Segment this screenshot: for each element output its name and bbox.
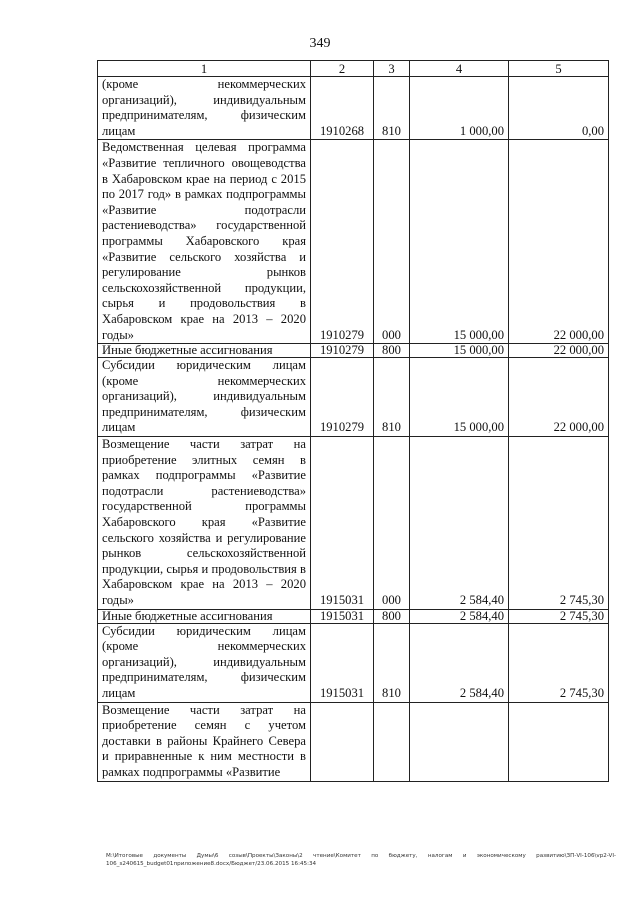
table-row bbox=[98, 358, 609, 437]
expense-type: 000 bbox=[374, 140, 410, 344]
item-name: Субсидии юридическим лицам (кроме некоммерческих организаций), индивидуальным предпринимателям, физическим лицам bbox=[98, 623, 311, 702]
amount-year-1: 15 000,00 bbox=[410, 140, 509, 344]
target-code: 1915031 bbox=[311, 609, 374, 623]
item-name: Возмещение части затрат на приобретение семян с учетом доставки в районы Крайнего Севера и приравненные к ним местности в рамках подпрограммы «Развитие bbox=[98, 702, 311, 781]
amount-year-2: 22 000,00 bbox=[509, 358, 609, 437]
column-header: 2 bbox=[311, 61, 374, 77]
amount-year-2: 22 000,00 bbox=[509, 140, 609, 344]
expense-type: 800 bbox=[374, 609, 410, 623]
amount-year-2: 2 745,30 bbox=[509, 623, 609, 702]
amount-year-1: 1 000,00 bbox=[410, 77, 509, 140]
amount-year-1: 15 000,00 bbox=[410, 344, 509, 358]
expense-type: 000 bbox=[374, 437, 410, 610]
column-header: 4 bbox=[410, 61, 509, 77]
expense-type bbox=[374, 702, 410, 781]
amount-year-2: 2 745,30 bbox=[509, 437, 609, 610]
table-header-row bbox=[98, 61, 609, 77]
amount-year-1: 15 000,00 bbox=[410, 358, 509, 437]
expense-type: 810 bbox=[374, 623, 410, 702]
amount-year-2: 2 745,30 bbox=[509, 609, 609, 623]
amount-year-2: 0,00 bbox=[509, 77, 609, 140]
amount-year-2: 22 000,00 bbox=[509, 344, 609, 358]
table-row bbox=[98, 344, 609, 358]
target-code: 1910279 bbox=[311, 344, 374, 358]
table-row bbox=[98, 77, 609, 140]
item-name: Иные бюджетные ассигнования bbox=[98, 609, 311, 623]
amount-year-1: 2 584,40 bbox=[410, 623, 509, 702]
table-row bbox=[98, 140, 609, 344]
amount-year-1: 2 584,40 bbox=[410, 609, 509, 623]
table-row bbox=[98, 437, 609, 610]
document-file-path: M:\Итоговые документы Думы\6 созыв\Проекты\Законы\2 чтение\Комитет по бюджету, налогам и экономическому развитию\ЗП-VI-106\vp2-VI-106_s240615_budget01приложение8.docx/Бюджет/23.06.2015 16:45:34 bbox=[106, 853, 616, 867]
target-code: 1910279 bbox=[311, 140, 374, 344]
amount-year-2 bbox=[509, 702, 609, 781]
target-code bbox=[311, 702, 374, 781]
item-name: Ведомственная целевая программа «Развитие тепличного овощеводства в Хабаровском крае на период с 2015 по 2017 год» в рамках подпрограммы «Развитие подотрасли растениеводства» государственной программы Хабаровского края «Развитие сельского хозяйства и регулирование рынков сельскохозяйственной продукции, сырья и продовольствия в Хабаровском крае на 2013 – 2020 годы» bbox=[98, 140, 311, 344]
expense-type: 800 bbox=[374, 344, 410, 358]
budget-table bbox=[97, 60, 609, 782]
target-code: 1915031 bbox=[311, 623, 374, 702]
expense-type: 810 bbox=[374, 358, 410, 437]
column-header: 5 bbox=[509, 61, 609, 77]
table-row bbox=[98, 623, 609, 702]
column-header: 1 bbox=[98, 61, 311, 77]
target-code: 1910268 bbox=[311, 77, 374, 140]
amount-year-1: 2 584,40 bbox=[410, 437, 509, 610]
item-name: (кроме некоммерческих организаций), индивидуальным предпринимателям, физическим лицам bbox=[98, 77, 311, 140]
item-name: Возмещение части затрат на приобретение элитных семян в рамках подпрограммы «Развитие подотрасли растениеводства» государственной программы Хабаровского края «Развитие сельского хозяйства и регулирование рынков сельскохозяйственной продукции, сырья и продовольствия в Хабаровском крае на 2013 – 2020 годы» bbox=[98, 437, 311, 610]
item-name: Иные бюджетные ассигнования bbox=[98, 344, 311, 358]
item-name: Субсидии юридическим лицам (кроме некоммерческих организаций), индивидуальным предпринимателям, физическим лицам bbox=[98, 358, 311, 437]
target-code: 1910279 bbox=[311, 358, 374, 437]
expense-type: 810 bbox=[374, 77, 410, 140]
table-row bbox=[98, 609, 609, 623]
target-code: 1915031 bbox=[311, 437, 374, 610]
column-header: 3 bbox=[374, 61, 410, 77]
amount-year-1 bbox=[410, 702, 509, 781]
page-number: 349 bbox=[309, 36, 331, 51]
table-row bbox=[98, 702, 609, 781]
